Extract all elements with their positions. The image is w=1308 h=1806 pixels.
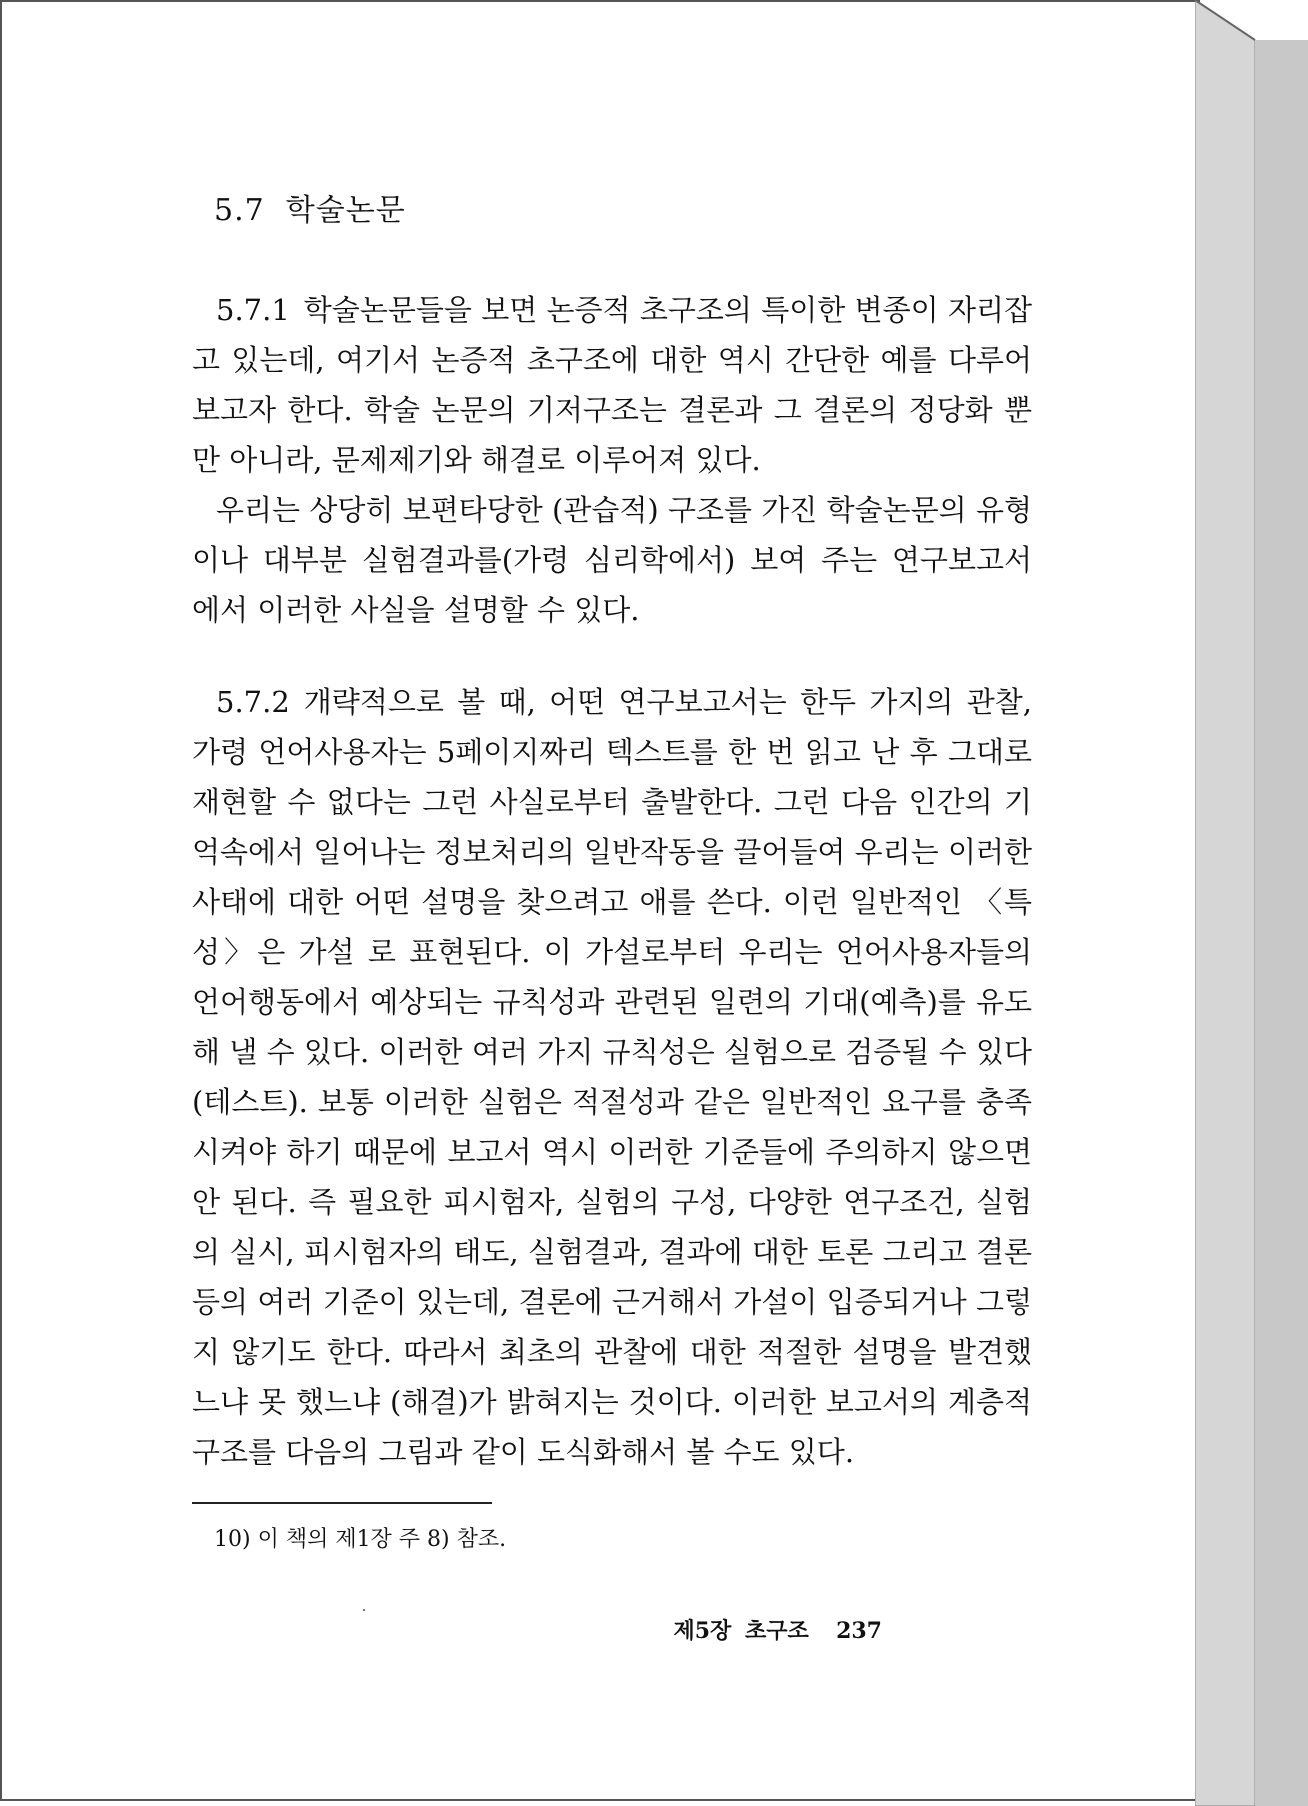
paragraph-5-7-2 — [192, 677, 1032, 1477]
chapter-title: 제5장 초구조 — [673, 1618, 809, 1644]
page-footer — [674, 1614, 883, 1645]
paragraph-number: 5.7.2 — [216, 685, 290, 719]
footnote-divider — [192, 1502, 492, 1504]
book-edge — [1195, 0, 1308, 1806]
paragraph-text: 개략적으로 볼 때, 어떤 연구보고서는 한두 가지의 관찰, 가령 언어사용자는 5페이지짜리 텍스트를 한 번 읽고 난 후 그대로 재현할 수 없다는 그런 사실로부터 출발한다. 그런 다음 인간의 기억속에서 일어나는 정보처리의 일반작동을 끌어들여 우리는 이러한 사태에 대한 어떤 설명을 찾으려고 애를 쓴다. 이런 일반적인 〈특성〉은 가설 로 표현된다. 이 가설로부터 우리는 언어사용자들의 언어행동에서 예상되는 규칙성과 관련된 일련의 기대(예측)를 유도해 낼 수 있다. 이러한 여러 가지 규칙성은 실험으로 검증될 수 있다(테스트). 보통 이러한 실험은 적절성과 같은 일반적인 요구를 충족시켜야 하기 때문에 보고서 역시 이러한 기준들에 주의하지 않으면 안 된다. 즉 필요한 피시험자, 실험의 구성, 다양한 연구조건, 실험의 실시, 피시험자의 태도, 실험결과, 결과에 대한 토론 그리고 결론 등의 여러 기준이 있는데, 결론에 근거해서 가설이 입증되거나 그렇지 않기도 한다. 따라서 최초의 관찰에 대한 적절한 설명을 발견했느냐 못 했느냐 (해결)가 밝혀지는 것이다. 이러한 보고서의 계층적 구조를 다음의 그림과 같이 도식화해서 볼 수도 있다. — [192, 685, 1032, 1469]
section-number: 5.7 — [214, 193, 265, 228]
page-number: 237 — [836, 1618, 882, 1644]
paragraph-5-7-1 — [192, 285, 1032, 485]
section-heading — [214, 185, 406, 229]
speck-mark — [363, 1609, 365, 1611]
paragraph-text: 우리는 상당히 보편타당한 (관습적) 구조를 가진 학술논문의 유형이나 대부분 실험결과를(가령 심리학에서) 보여 주는 연구보고서 에서 이러한 사실을 설명할 수 있다. — [192, 493, 1032, 627]
paragraph-number: 5.7.1 — [216, 293, 290, 327]
footnote: 10) 이 책의 제1장 주 8) 참조. — [214, 1527, 507, 1552]
paragraph-continuation — [192, 485, 1032, 635]
paragraph-text: 학술논문들을 보면 논증적 초구조의 특이한 변종이 자리잡고 있는데, 여기서 논증적 초구조에 대한 역시 간단한 예를 다루어 보고자 한다. 학술 논문의 기저구조는 결론과 그 결론의 정당화 뿐만 아니라, 문제제기와 해결로 이루어져 있다. — [192, 293, 1032, 477]
section-title: 학술논문 — [285, 193, 406, 228]
